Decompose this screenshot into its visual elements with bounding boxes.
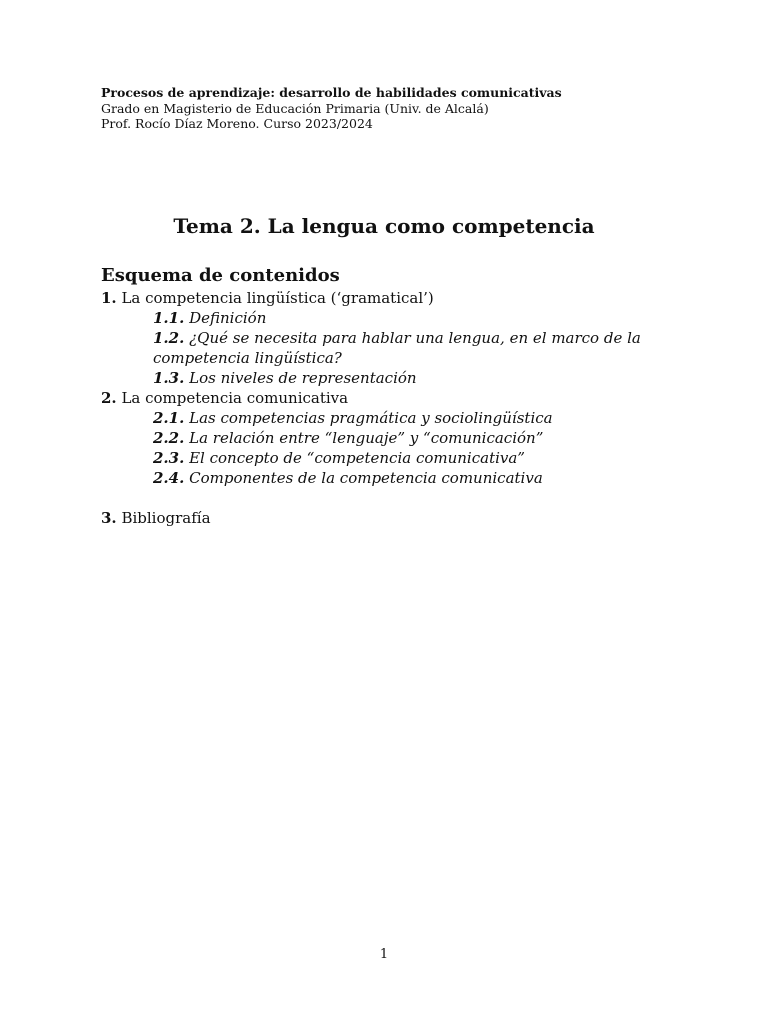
outline-section-3 — [101, 508, 661, 528]
subsection-number: 2.3. — [153, 449, 185, 467]
outline-section-2 — [101, 388, 661, 408]
professor-line: Prof. Rocío Díaz Moreno. Curso 2023/2024 — [101, 116, 373, 131]
course-name: Procesos de aprendizaje: desarrollo de habilidades comunicativas — [101, 85, 562, 100]
document-header — [101, 85, 701, 132]
subsection-number: 2.2. — [153, 429, 185, 447]
subsection-label: Definición — [189, 309, 267, 327]
section-number: 1. — [101, 289, 117, 307]
subsection-label: El concepto de “competencia comunicativa” — [189, 449, 525, 467]
degree-name: Grado en Magisterio de Educación Primaria (Univ. de Alcalá) — [101, 100, 489, 116]
content-outline — [101, 264, 661, 528]
outline-subsection-2-1 — [101, 408, 661, 428]
subsection-number: 1.1. — [153, 309, 185, 327]
section-label: Bibliografía — [121, 509, 211, 527]
outline-subsection-1-3 — [101, 368, 661, 388]
subsection-number: 1.2. — [153, 329, 185, 347]
document-title: Tema 2. La lengua como competencia — [173, 214, 595, 238]
section-label: La competencia lingüística (‘gramatical’) — [121, 289, 434, 307]
outline-section-1 — [101, 288, 661, 308]
outline-heading: Esquema de contenidos — [101, 265, 340, 286]
subsection-label: Las competencias pragmática y sociolingüística — [189, 409, 553, 427]
subsection-label: Los niveles de representación — [189, 369, 417, 387]
subsection-label: Componentes de la competencia comunicativa — [189, 469, 543, 487]
outline-subsection-2-2 — [101, 428, 661, 448]
subsection-number: 2.1. — [153, 409, 185, 427]
page-number: 1 — [379, 947, 389, 962]
section-number: 3. — [101, 509, 117, 527]
outline-subsection-2-3 — [101, 448, 661, 468]
subsection-number: 2.4. — [153, 469, 185, 487]
outline-subsection-1-1 — [101, 308, 661, 328]
subsection-number: 1.3. — [153, 369, 185, 387]
outline-spacer — [101, 488, 661, 508]
subsection-label: ¿Qué se necesita para hablar una lengua, en el marco de la competencia lingüística? — [153, 329, 641, 367]
section-number: 2. — [101, 389, 117, 407]
outline-subsection-1-2 — [101, 328, 661, 368]
section-label: La competencia comunicativa — [121, 389, 349, 407]
outline-subsection-2-4 — [101, 468, 661, 488]
subsection-label: La relación entre “lenguaje” y “comunicación” — [189, 429, 544, 447]
